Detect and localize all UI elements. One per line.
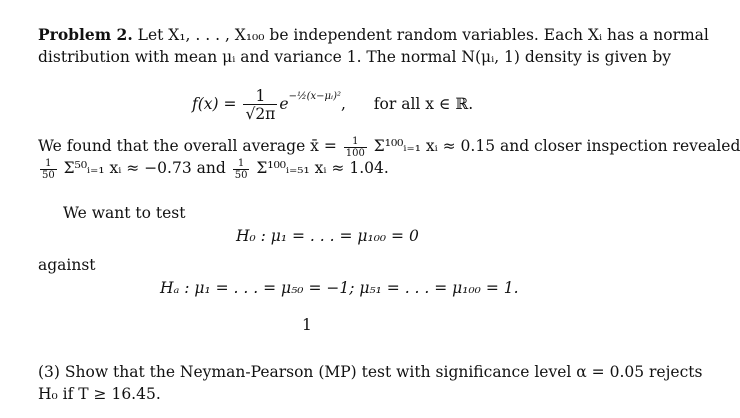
density-formula xyxy=(192,84,473,123)
page-number xyxy=(302,315,312,335)
density-condition: for all x ∈ ℝ. xyxy=(373,95,474,114)
found-line1-frac-den: 100 xyxy=(345,147,365,159)
problem-intro-text-2: distribution with mean μᵢ and variance 1. The normal N(μᵢ, 1) density is given by xyxy=(38,48,672,66)
page-number-text: 1 xyxy=(302,316,312,334)
found-line1-frac-num: 1 xyxy=(344,136,367,148)
problem-label: Problem 2. xyxy=(38,25,133,44)
alternative-hypothesis-text: Hₐ : μ₁ = . . . = μ₅₀ = −1; μ₅₁ = . . . = μ₁₀₀ = 1. xyxy=(160,279,519,297)
alternative-hypothesis xyxy=(160,278,519,298)
problem-intro-line-1 xyxy=(38,25,709,45)
found-line2-fraction-2 xyxy=(233,158,250,181)
problem-intro-line-2 xyxy=(38,47,671,67)
found-line2-frac2-num: 1 xyxy=(233,158,250,170)
found-line2-frac1-den: 50 xyxy=(42,169,55,181)
want-to-test-text: We want to test xyxy=(63,204,186,222)
want-to-test xyxy=(63,203,186,223)
found-line1-fraction xyxy=(344,136,367,159)
against-label xyxy=(38,255,96,275)
found-line2-sum-2: Σ¹⁰⁰ᵢ₌₅₁ xᵢ ≈ 1.04. xyxy=(256,159,389,177)
found-line1-prefix: We found that the overall average x̄ = xyxy=(38,137,337,155)
found-line2-sum-1: Σ⁵⁰ᵢ₌₁ xᵢ ≈ −0.73 and xyxy=(63,159,226,177)
found-line-1 xyxy=(38,135,740,159)
question-text-2: H₀ if T ≥ 16.45. xyxy=(38,385,161,403)
null-hypothesis xyxy=(236,226,419,246)
found-line1-sum: Σ¹⁰⁰ᵢ₌₁ xᵢ ≈ 0.15 and closer inspection revealed xyxy=(373,137,740,155)
density-lhs: f(x) = xyxy=(192,95,237,114)
against-text: against xyxy=(38,256,96,274)
density-fraction xyxy=(243,88,277,123)
density-exponent: −½(x−μᵢ)² xyxy=(288,91,341,102)
question-line-2 xyxy=(38,384,161,404)
found-line-2 xyxy=(38,157,389,181)
density-suffix: , xyxy=(340,95,346,114)
problem-intro-text-1: Let X₁, . . . , X₁₀₀ be independent random variables. Each Xᵢ has a normal xyxy=(137,26,709,44)
density-frac-denominator: √2π xyxy=(245,104,276,123)
null-hypothesis-text: H₀ : μ₁ = . . . = μ₁₀₀ = 0 xyxy=(236,227,419,245)
density-frac-numerator: 1 xyxy=(243,88,277,105)
question-text-1: (3) Show that the Neyman-Pearson (MP) test with significance level α = 0.05 rejects xyxy=(38,363,703,381)
question-line-1 xyxy=(38,362,702,382)
found-line2-frac1-num: 1 xyxy=(40,158,57,170)
found-line2-frac2-den: 50 xyxy=(234,169,248,181)
density-exp-base: e xyxy=(279,95,289,114)
found-line2-fraction-1 xyxy=(40,158,57,181)
